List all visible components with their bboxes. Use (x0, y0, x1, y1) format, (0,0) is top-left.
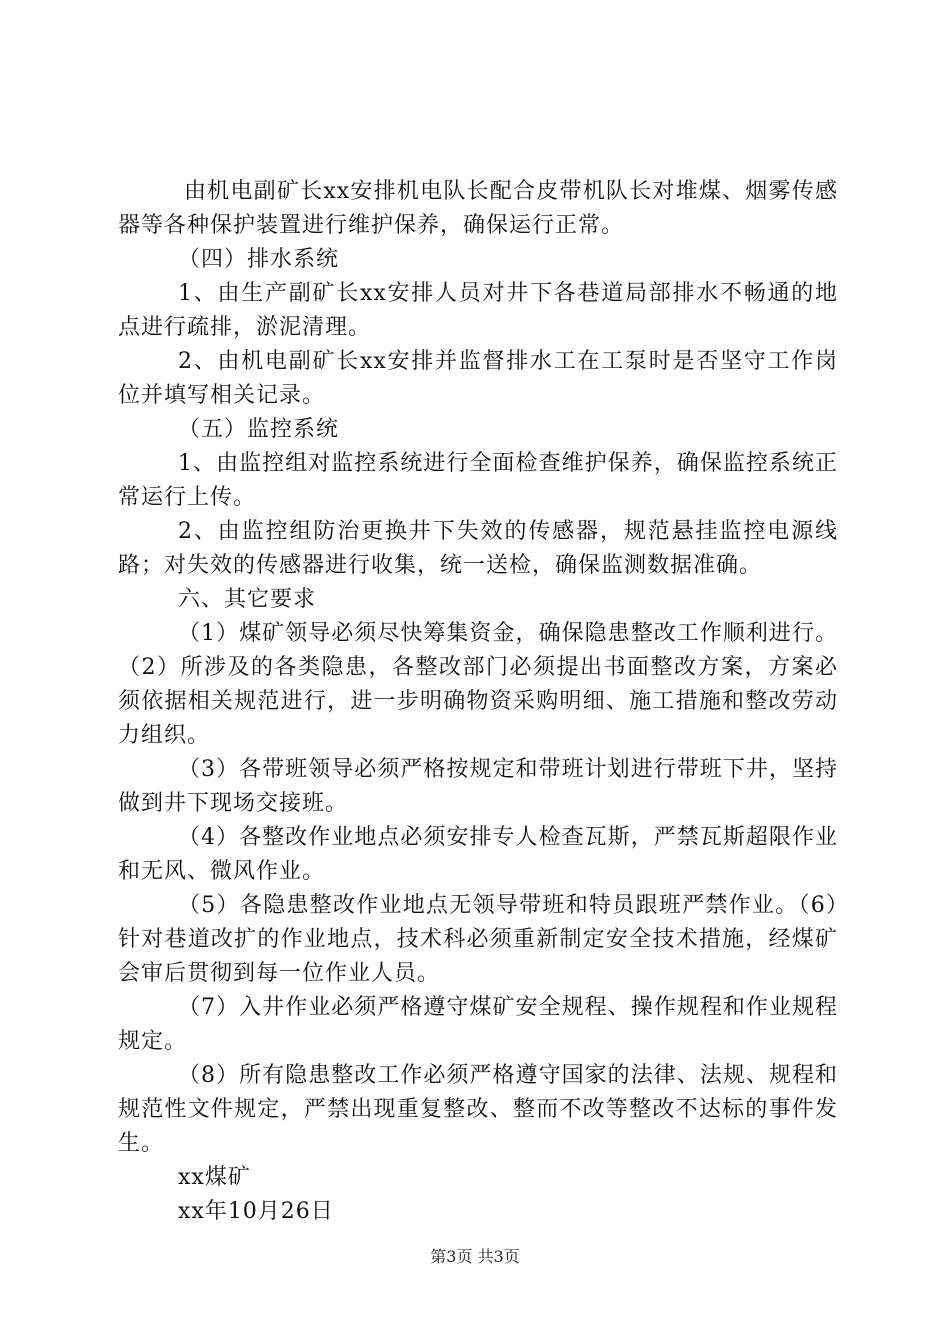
document-body (118, 175, 838, 1229)
signature-date: xx年10月26日 (178, 1199, 334, 1224)
paragraph-requirement-3: （3）各带班领导必须严格按规定和带班计划进行带班下井，坚持做到井下现场交接班。 (118, 757, 838, 816)
paragraph-requirement-8: （8）所有隐患整改工作必须严格遵守国家的法律、法规、规程和规范性文件规定，严禁出现重复整改、整而不改等整改不达标的事件发生。 (118, 1063, 838, 1156)
heading-drainage-system: （四）排水系统 (178, 247, 340, 272)
paragraph-maintenance: 由机电副矿长xx安排机电队长配合皮带机队长对堆煤、烟雾传感器等各种保护装置进行维护保养，确保运行正常。 (118, 179, 838, 238)
paragraph-monitoring-1: 1、由监控组对监控系统进行全面检查维护保养，确保监控系统正常运行上传。 (118, 451, 838, 510)
paragraph-requirement-1-2: （1）煤矿领导必须尽快筹集资金，确保隐患整改工作顺利进行。（2）所涉及的各类隐患，各整改部门必须提出书面整改方案，方案必须依据相关规范进行，进一步明确物资采购明细、施工措施和整改劳动力组织。 (118, 621, 838, 748)
paragraph-requirement-5-6: （5）各隐患整改作业地点无领导带班和特员跟班严禁作业。（6）针对巷道改扩的作业地点，技术科必须重新制定安全技术措施，经煤矿会审后贯彻到每一位作业人员。 (118, 893, 838, 986)
heading-monitoring-system: （五）监控系统 (178, 417, 340, 442)
paragraph-requirement-4: （4）各整改作业地点必须安排专人检查瓦斯，严禁瓦斯超限作业和无风、微风作业。 (118, 825, 838, 884)
page-footer: 第3页 共3页 (430, 1247, 520, 1266)
heading-other-requirements: 六、其它要求 (178, 587, 317, 612)
paragraph-requirement-7: （7）入井作业必须严格遵守煤矿安全规程、操作规程和作业规程规定。 (118, 995, 838, 1054)
paragraph-drainage-2: 2、由机电副矿长xx安排并监督排水工在工泵时是否坚守工作岗位并填写相关记录。 (118, 349, 838, 408)
signature-organization: xx煤矿 (178, 1165, 251, 1190)
paragraph-monitoring-2: 2、由监控组防治更换井下失效的传感器，规范悬挂监控电源线路；对失效的传感器进行收集，统一送检，确保监测数据准确。 (118, 519, 838, 578)
paragraph-drainage-1: 1、由生产副矿长xx安排人员对井下各巷道局部排水不畅通的地点进行疏排，淤泥清理。 (118, 281, 838, 340)
